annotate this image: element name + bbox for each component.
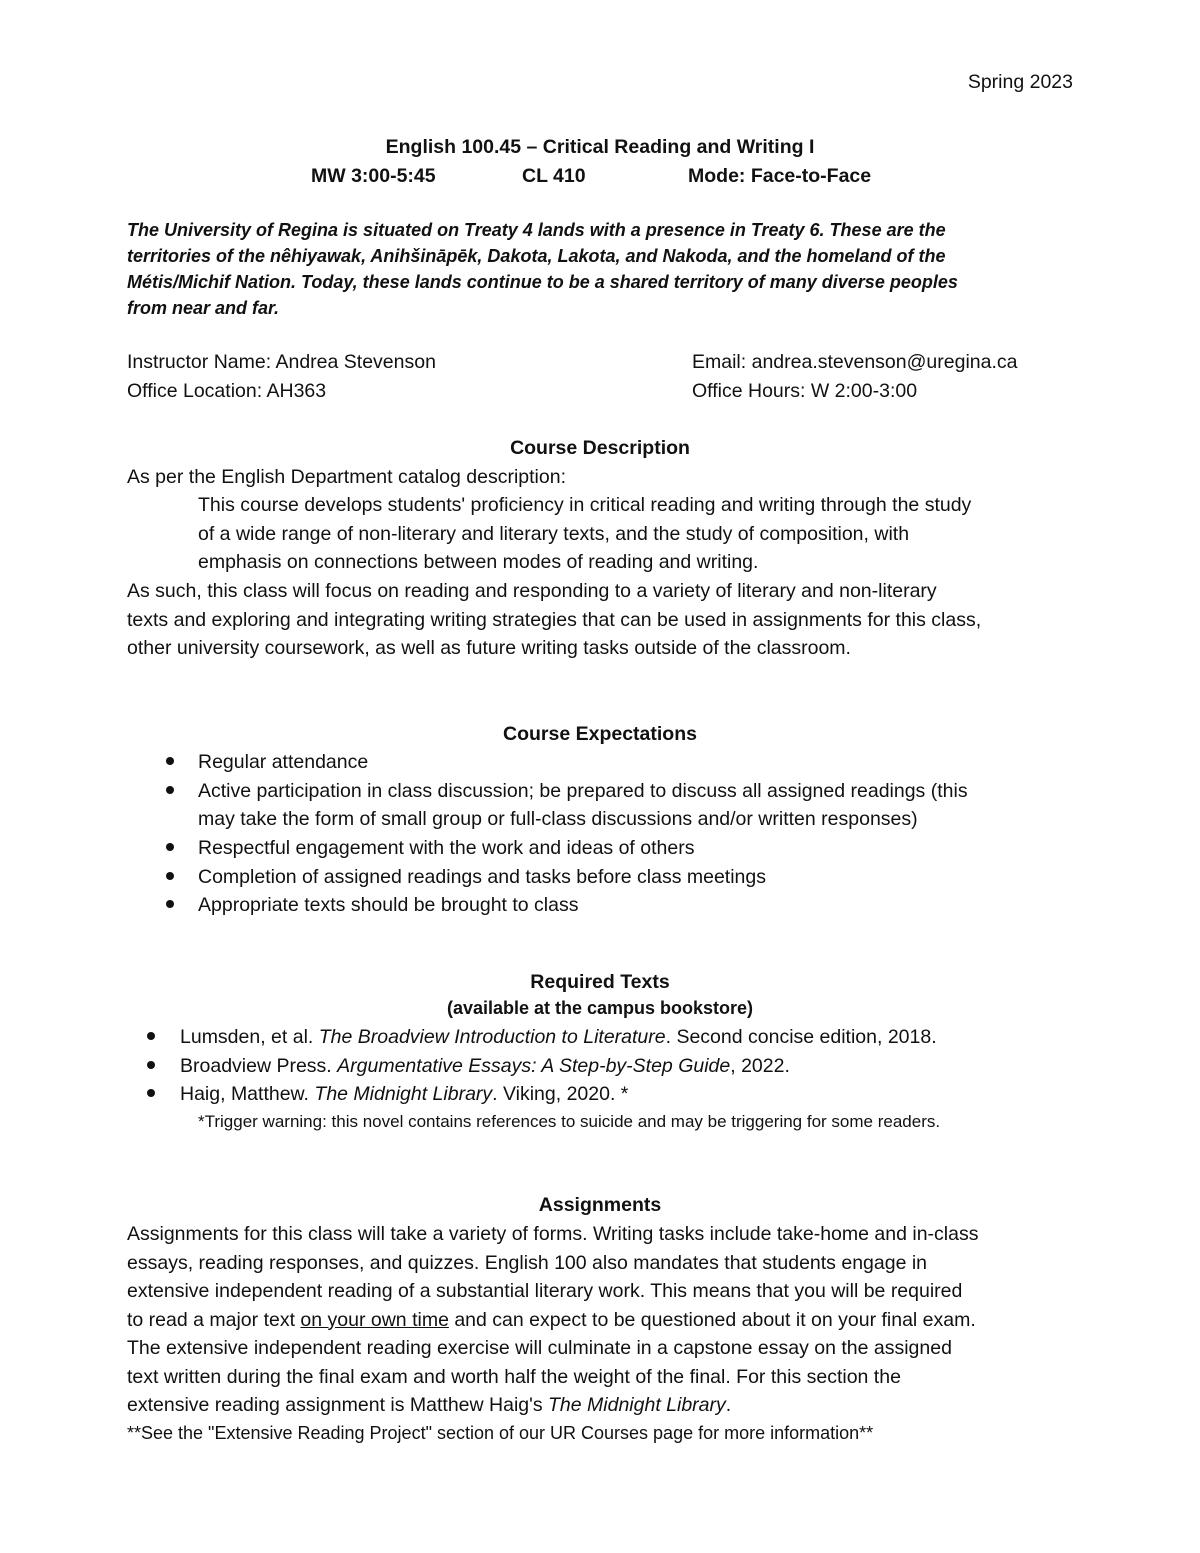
land-line: The University of Regina is situated on Treaty 4 lands with a presence in Treaty 6. These are the (127, 220, 946, 240)
expectation-item: Regular attendance (198, 751, 369, 773)
description-intro: As per the English Department catalog description: (127, 466, 566, 488)
quote-line: This course develops students' proficiency in critical reading and writing through the study (198, 494, 972, 516)
text-author: Broadview Press. (180, 1055, 338, 1077)
expectations-heading: Course Expectations (503, 723, 697, 745)
expectation-item-cont: may take the form of small group or full-class discussions and/or written responses) (198, 808, 918, 830)
bullet-icon (147, 1061, 155, 1069)
body-line: texts and exploring and integrating writing strategies that can be used in assignments for this class, (127, 608, 982, 631)
description-heading: Course Description (510, 437, 690, 459)
land-acknowledgement (127, 217, 958, 321)
text-details: , 2022. (730, 1055, 790, 1077)
quote-line: of a wide range of non-literary and literary texts, and the study of composition, with (198, 522, 910, 545)
assignments-body (127, 1220, 978, 1446)
office-location: Office Location: AH363 (127, 380, 327, 402)
trigger-warning: *Trigger warning: this novel contains references to suicide and may be triggering for some readers. (198, 1112, 941, 1131)
line-text: . (725, 1394, 732, 1416)
text-item (180, 1080, 628, 1109)
assignments-line (127, 1391, 978, 1420)
course-room: CL 410 (522, 165, 586, 187)
assignments-note: **See the "Extensive Reading Project" section of our UR Courses page for more information** (127, 1422, 874, 1443)
texts-heading: Required Texts (530, 971, 670, 993)
land-line: from near and far. (127, 298, 280, 318)
bullet-icon (147, 1089, 155, 1097)
course-title: English 100.45 – Critical Reading and Writing I (385, 136, 815, 158)
text-details: . Second concise edition, 2018. (665, 1026, 937, 1048)
underlined-text: on your own time (300, 1308, 449, 1331)
assignments-line: essays, reading responses, and quizzes. English 100 also mandates that students engage in (127, 1251, 928, 1274)
bullet-icon (166, 900, 174, 908)
assignments-line: extensive independent reading of a substantial literary work. This means that you will be required (127, 1280, 963, 1302)
expectation-item: Active participation in class discussion; be prepared to discuss all assigned readings (this (198, 780, 968, 802)
expectation-item: Completion of assigned readings and tasks before class meetings (198, 866, 766, 888)
text-title: The Broadview Introduction to Literature (318, 1026, 666, 1048)
text-title: The Midnight Library (314, 1083, 493, 1105)
text-title: Argumentative Essays: A Step-by-Step Guide (337, 1055, 731, 1077)
text-item (180, 1023, 937, 1052)
course-time: MW 3:00-5:45 (311, 165, 436, 187)
line-text: extensive reading assignment is Matthew Haig's (127, 1394, 549, 1416)
description-body (127, 577, 981, 663)
assignments-line: The extensive independent reading exercise will culminate in a capstone essay on the assigned (127, 1337, 952, 1359)
text-item (180, 1052, 790, 1081)
assignments-line: text written during the final exam and worth half the weight of the final. For this section the (127, 1365, 901, 1388)
expectation-item: Respectful engagement with the work and ideas of others (198, 837, 695, 859)
bullet-icon (147, 1032, 155, 1040)
land-line: Métis/Michif Nation. Today, these lands continue to be a shared territory of many diverse peoples (127, 272, 958, 292)
assignments-line (127, 1306, 978, 1335)
body-line: As such, this class will focus on reading and responding to a variety of literary and non-literary (127, 580, 937, 602)
office-hours: Office Hours: W 2:00-3:00 (692, 380, 918, 402)
assignments-line: Assignments for this class will take a variety of forms. Writing tasks include take-home and in-class (127, 1223, 979, 1245)
instructor-name: Instructor Name: Andrea Stevenson (127, 351, 436, 373)
assignments-heading: Assignments (538, 1194, 662, 1216)
bullet-icon (166, 786, 174, 794)
bullet-icon (166, 757, 174, 765)
book-title: The Midnight Library (548, 1394, 726, 1416)
line-text: to read a major text (127, 1308, 301, 1331)
bullet-icon (166, 843, 174, 851)
text-author: Haig, Matthew. (180, 1083, 315, 1105)
text-author: Lumsden, et al. (180, 1026, 319, 1048)
bullet-icon (166, 872, 174, 880)
expectation-item: Appropriate texts should be brought to class (198, 894, 579, 916)
course-mode: Mode: Face-to-Face (688, 165, 872, 187)
body-line: other university coursework, as well as future writing tasks outside of the classroom. (127, 637, 851, 659)
text-details: . Viking, 2020. * (492, 1083, 629, 1105)
texts-subheading: (available at the campus bookstore) (446, 998, 754, 1018)
term-label: Spring 2023 (967, 71, 1073, 93)
instructor-email: Email: andrea.stevenson@uregina.ca (692, 351, 1018, 373)
land-line: territories of the nêhiyawak, Anihšināpēk, Dakota, Lakota, and Nakoda, and the homeland of the (127, 246, 946, 266)
catalog-quote (198, 491, 971, 577)
line-text: and can expect to be questioned about it on your final exam. (448, 1308, 976, 1331)
quote-line: emphasis on connections between modes of reading and writing. (198, 551, 759, 573)
